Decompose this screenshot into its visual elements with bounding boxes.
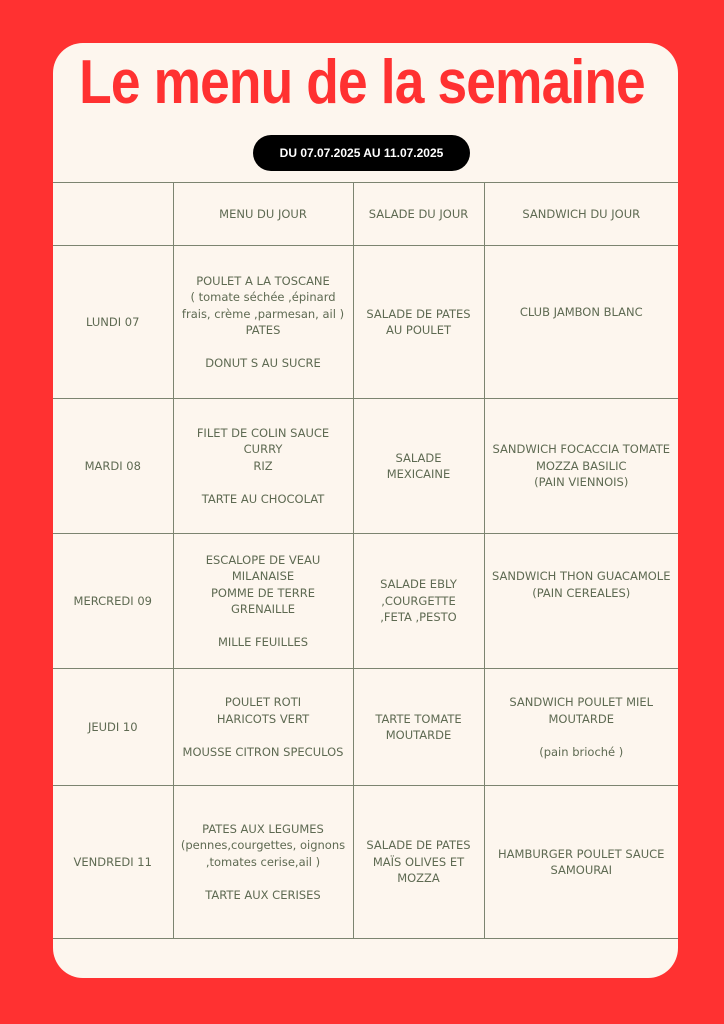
day-cell: JEUDI 10: [53, 669, 173, 786]
day-cell: MARDI 08: [53, 399, 173, 534]
sandwich-cell: SANDWICH FOCACCIA TOMATE MOZZA BASILIC (PAIN VIENNOIS): [484, 399, 678, 534]
salade-cell: TARTE TOMATE MOUTARDE: [353, 669, 484, 786]
menu-cell: ESCALOPE DE VEAU MILANAISE POMME DE TERRE GRENAILLE MILLE FEUILLES: [173, 534, 353, 669]
day-cell: LUNDI 07: [53, 246, 173, 399]
sandwich-cell: SANDWICH POULET MIEL MOUTARDE (pain brioché ): [484, 669, 678, 786]
sandwich-cell: HAMBURGER POULET SAUCE SAMOURAI: [484, 786, 678, 939]
header-empty-cell: [53, 183, 173, 246]
table-row: [53, 399, 678, 534]
table-row: [53, 669, 678, 786]
menu-cell: POULET A LA TOSCANE ( tomate séchée ,épinard frais, crème ,parmesan, ail ) PATES DONUT S AU SUCRE: [173, 246, 353, 399]
menu-cell: POULET ROTI HARICOTS VERT MOUSSE CITRON SPECULOS: [173, 669, 353, 786]
sandwich-cell: CLUB JAMBON BLANC: [484, 246, 678, 399]
menu-cell: FILET DE COLIN SAUCE CURRY RIZ TARTE AU CHOCOLAT: [173, 399, 353, 534]
day-cell: MERCREDI 09: [53, 534, 173, 669]
date-range-badge: DU 07.07.2025 AU 11.07.2025: [253, 135, 470, 171]
table-header-row: [53, 183, 678, 246]
menu-cell: PATES AUX LEGUMES (pennes,courgettes, oignons ,tomates cerise,ail ) TARTE AUX CERISES: [173, 786, 353, 939]
page-title: Le menu de la semaine: [79, 48, 645, 117]
header-menu-du-jour: MENU DU JOUR: [173, 183, 353, 246]
table-row: [53, 534, 678, 669]
menu-table: [53, 182, 678, 939]
sandwich-cell: SANDWICH THON GUACAMOLE (PAIN CEREALES): [484, 534, 678, 669]
salade-cell: SALADE DE PATES MAÏS OLIVES ET MOZZA: [353, 786, 484, 939]
table-row: [53, 246, 678, 399]
day-cell: VENDREDI 11: [53, 786, 173, 939]
table-row: [53, 786, 678, 939]
header-salade-du-jour: SALADE DU JOUR: [353, 183, 484, 246]
salade-cell: SALADE EBLY ,COURGETTE ,FETA ,PESTO: [353, 534, 484, 669]
salade-cell: SALADE MEXICAINE: [353, 399, 484, 534]
salade-cell: SALADE DE PATES AU POULET: [353, 246, 484, 399]
header-sandwich-du-jour: SANDWICH DU JOUR: [484, 183, 678, 246]
